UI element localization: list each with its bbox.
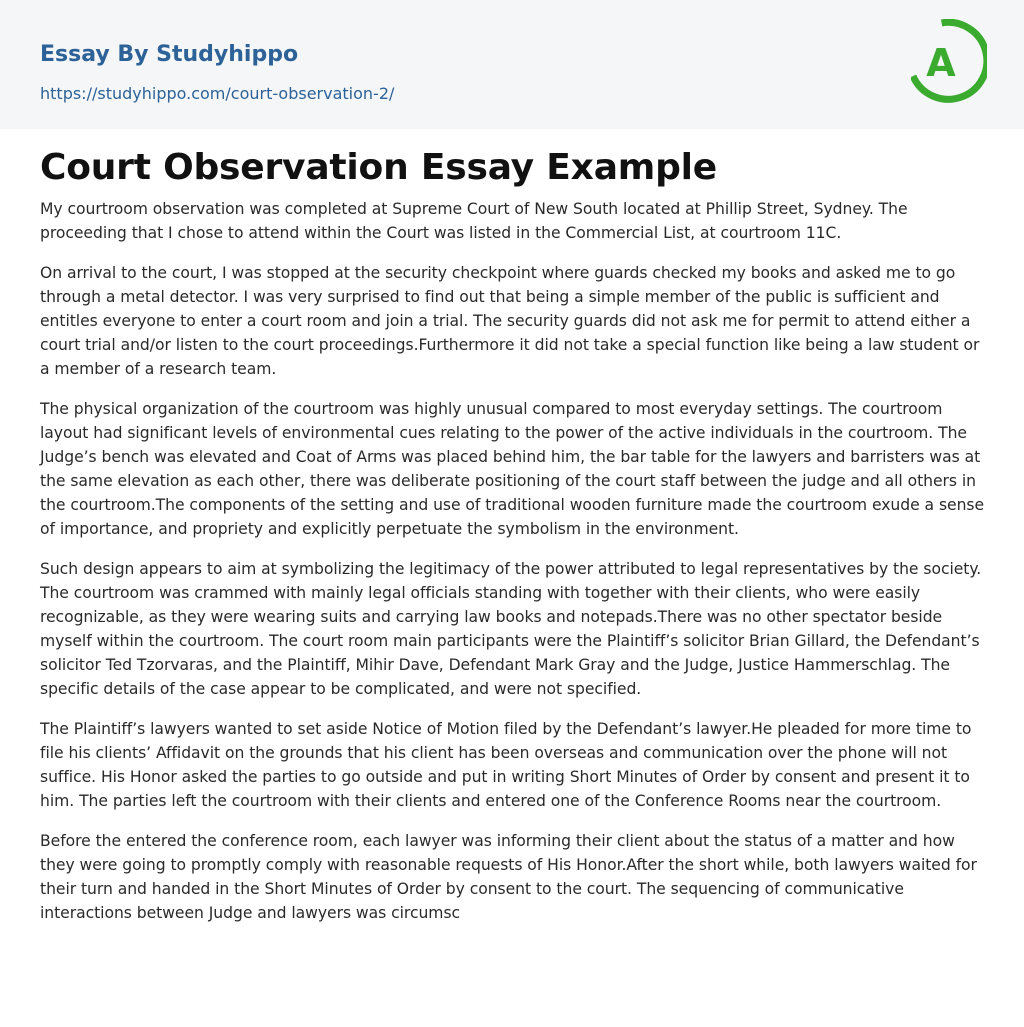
article-paragraph-4: Such design appears to aim at symbolizing the legitimacy of the power attributed to legal representatives by the society. The courtroom was crammed with mainly legal officials standing with together with their clients, who were easily recognizable, as they were wearing suits and carrying law books and notepads.There was no other spectator beside myself within the courtroom. The court room main participants were the Plaintiff’s solicitor Brian Gillard, the Defendant’s solicitor Ted Tzorvaras, and the Plaintiff, Mihir Dave, Defendant Mark Gray and the Judge, Justice Hammerschlag. The specific details of the case appear to be complicated, and were not specified. xyxy=(40,560,982,698)
article xyxy=(40,145,988,925)
page-url-link[interactable]: https://studyhippo.com/court-observation-2/ xyxy=(40,84,395,103)
article-paragraph-3: The physical organization of the courtroom was highly unusual compared to most everyday settings. The courtroom layout had significant levels of environmental cues relating to the power of the active individuals in the courtroom. The Judge’s bench was elevated and Coat of Arms was placed behind him, the bar table for the lawyers and barristers was at the same elevation as each other, there was deliberate positioning of the court staff between the judge and all others in the courtroom.The components of the setting and use of traditional wooden furniture made the courtroom exude a sense of importance, and propriety and explicitly perpetuate the symbolism in the environment. xyxy=(40,400,985,538)
site-brand[interactable]: Essay By Studyhippo xyxy=(40,42,299,67)
article-paragraph-6: Before the entered the conference room, each lawyer was informing their client about the status of a matter and how they were going to promptly comply with reasonable requests of His Honor.After the short while, both lawyers waited for their turn and handed in the Short Minutes of Order by consent to the court. The sequencing of communicative interactions between Judge and lawyers was circumsc xyxy=(40,832,977,922)
page-title: Court Observation Essay Example xyxy=(40,147,718,188)
logo-ring-icon xyxy=(911,19,987,105)
site-header xyxy=(0,0,1024,129)
logo-letter: A xyxy=(926,41,956,85)
article-paragraph-5: The Plaintiff’s lawyers wanted to set aside Notice of Motion filed by the Defendant’s lawyer.He pleaded for more time to file his clients’ Affidavit on the grounds that his client has been overseas and communication over the phone will not suffice. His Honor asked the parties to go outside and put in writing Short Minutes of Order by consent and present it to him. The parties left the courtroom with their clients and entered one of the Conference Rooms near the courtroom. xyxy=(40,720,972,810)
article-paragraph-2: On arrival to the court, I was stopped at the security checkpoint where guards checked my books and asked me to go through a metal detector. I was very surprised to find out that being a simple member of the public is sufficient and entitles everyone to enter a court room and join a trial. The security guards did not ask me for permit to attend either a court trial and/or listen to the court proceedings.Furthermore it did not take a special function like being a law student or a member of a research team. xyxy=(40,264,980,378)
studyhippo-logo-icon[interactable] xyxy=(911,19,987,105)
article-paragraph-1: My courtroom observation was completed at Supreme Court of New South located at Phillip Street, Sydney. The proceeding that I chose to attend within the Court was listed in the Commercial List, at courtroom 11C. xyxy=(40,200,908,242)
